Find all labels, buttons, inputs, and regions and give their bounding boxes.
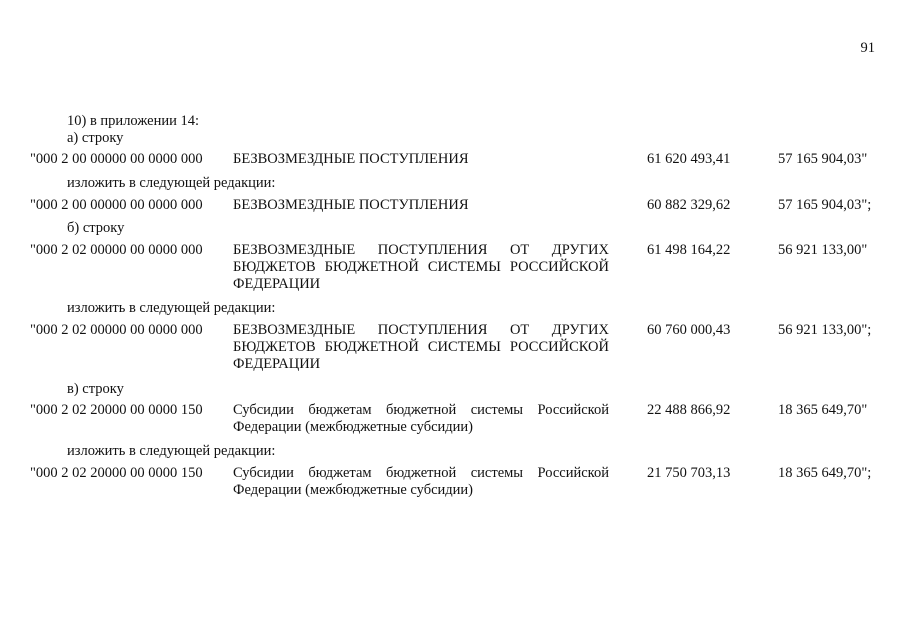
amount-year-1: 61 498 164,22 [647,242,731,258]
budget-item-name: БЕЗВОЗМЕЗДНЫЕ ПОСТУПЛЕНИЯ [233,197,469,213]
budget-code: "000 2 00 00000 00 0000 000 [30,151,203,167]
amount-year-2: 56 921 133,00" [778,242,868,258]
budget-item-name: БЕЗВОЗМЕЗДНЫЕ ПОСТУПЛЕНИЯ ОТ ДРУГИХ БЮДЖЕТОВ БЮДЖЕТНОЙ СИСТЕМЫ РОССИЙСКОЙ ФЕДЕРАЦИИ [233,322,609,372]
amount-year-2: 18 365 649,70" [778,402,868,418]
amount-year-2: 56 921 133,00"; [778,322,872,338]
item-b-label: б) строку [67,220,125,236]
budget-code: "000 2 00 00000 00 0000 000 [30,197,203,213]
amount-year-2: 57 165 904,03" [778,151,868,167]
budget-code: "000 2 02 00000 00 0000 000 [30,322,203,338]
amount-year-2: 18 365 649,70"; [778,465,872,481]
amount-year-1: 60 882 329,62 [647,197,731,213]
replace-instruction: изложить в следующей редакции: [67,175,276,191]
amount-year-1: 22 488 866,92 [647,402,731,418]
budget-item-name: Субсидии бюджетам бюджетной системы Российской Федерации (межбюджетные субсидии) [233,402,609,435]
amount-year-1: 61 620 493,41 [647,151,731,167]
page-number: 91 [860,40,875,56]
budget-item-name: БЕЗВОЗМЕЗДНЫЕ ПОСТУПЛЕНИЯ ОТ ДРУГИХ БЮДЖЕТОВ БЮДЖЕТНОЙ СИСТЕМЫ РОССИЙСКОЙ ФЕДЕРАЦИИ [233,242,609,292]
replace-instruction: изложить в следующей редакции: [67,300,276,316]
budget-item-name: Субсидии бюджетам бюджетной системы Российской Федерации (межбюджетные субсидии) [233,465,609,498]
item-a-label: а) строку [67,130,124,146]
amount-year-1: 60 760 000,43 [647,322,731,338]
amount-year-2: 57 165 904,03"; [778,197,872,213]
amount-year-1: 21 750 703,13 [647,465,731,481]
item-v-label: в) строку [67,381,124,397]
budget-item-name: БЕЗВОЗМЕЗДНЫЕ ПОСТУПЛЕНИЯ [233,151,469,167]
replace-instruction: изложить в следующей редакции: [67,443,276,459]
budget-code: "000 2 02 20000 00 0000 150 [30,465,203,481]
section-heading: 10) в приложении 14: [67,113,200,129]
budget-code: "000 2 02 20000 00 0000 150 [30,402,203,418]
budget-code: "000 2 02 00000 00 0000 000 [30,242,203,258]
